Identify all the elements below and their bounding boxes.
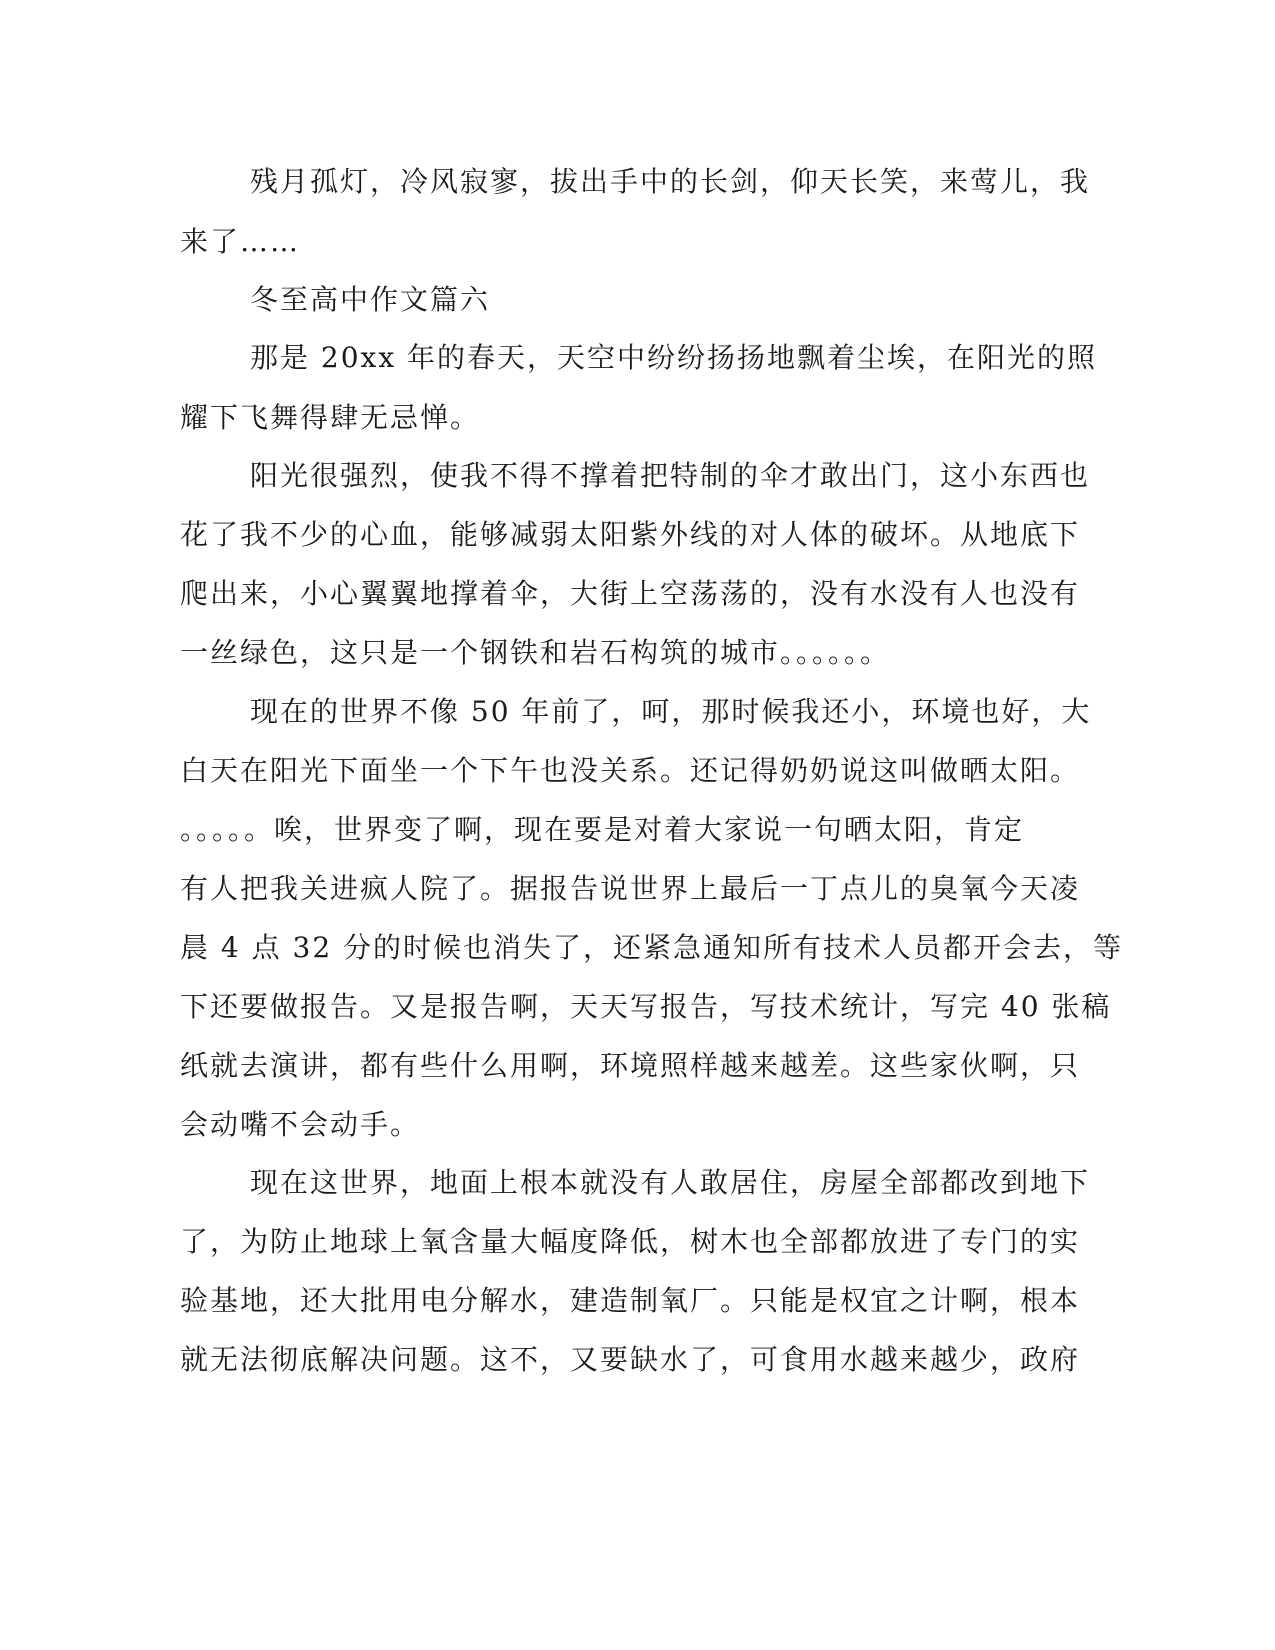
text-line: 纸就去演讲，都有些什么用啊，环境照样越来越差。这些家伙啊，只 xyxy=(180,1049,1081,1082)
text-line: 现在的世界不像 50 年前了，呵，那时候我还小，环境也好，大 xyxy=(250,695,1092,728)
text-line: 会动嘴不会动手。 xyxy=(180,1108,421,1141)
section-heading: 冬至高中作文篇六 xyxy=(250,283,491,316)
text-line: 晨 4 点 32 分的时候也消失了，还紧急通知所有技术人员都开会去，等 xyxy=(180,931,1124,964)
text-line: 一丝绿色，这只是一个钢铁和岩石构筑的城市。。。。。。 xyxy=(180,636,891,669)
text-line: 有人把我关进疯人院了。据报告说世界上最后一丁点儿的臭氧今天凌 xyxy=(180,872,1081,905)
text-line: 耀下飞舞得肆无忌惮。 xyxy=(180,401,481,434)
text-line: 现在这世界，地面上根本就没有人敢居住，房屋全部都改到地下 xyxy=(250,1166,1091,1199)
text-line: 花了我不少的心血，能够减弱太阳紫外线的对人体的破坏。从地底下 xyxy=(180,518,1081,551)
text-line: 残月孤灯，冷风寂寥，拔出手中的长剑，仰天长笑，来莺儿，我 xyxy=(250,165,1091,198)
text-line: 爬出来，小心翼翼地撑着伞，大街上空荡荡的，没有水没有人也没有 xyxy=(180,577,1081,610)
text-line: 了，为防止地球上氧含量大幅度降低，树木也全部都放进了专门的实 xyxy=(180,1225,1081,1258)
text-line: 白天在阳光下面坐一个下午也没关系。还记得奶奶说这叫做晒太阳。 xyxy=(180,754,1081,787)
text-line: 阳光很强烈，使我不得不撑着把特制的伞才敢出门，这小东西也 xyxy=(250,459,1091,492)
text-line: 。。。。。唉，世界变了啊，现在要是对着大家说一句晒太阳，肯定 xyxy=(180,813,1025,846)
text-line: 来了…… xyxy=(180,225,301,258)
text-line: 下还要做报告。又是报告啊，天天写报告，写技术统计，写完 40 张稿 xyxy=(180,990,1112,1023)
text-line: 那是 20xx 年的春天，天空中纷纷扬扬地飘着尘埃，在阳光的照 xyxy=(250,341,1098,374)
text-line: 就无法彻底解决问题。这不，又要缺水了，可食用水越来越少，政府 xyxy=(180,1343,1081,1376)
text-line: 验基地，还大批用电分解水，建造制氧厂。只能是权宜之计啊，根本 xyxy=(180,1284,1081,1317)
